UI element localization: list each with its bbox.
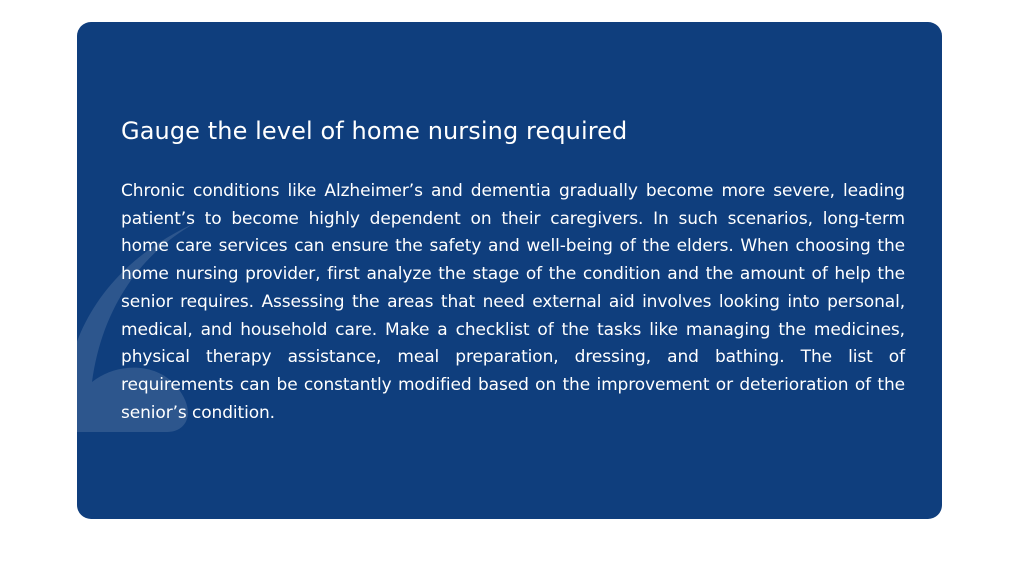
content-card [77, 22, 942, 519]
body-paragraph: Chronic conditions like Alzheimer’s and dementia gradually become more severe, leading patient’s to become highly dependent on their caregivers. In such scenarios, long-term home care services can ensure the safety and well-being of the elders. When choosing the home nursing provider, first analyze the stage of the condition and the amount of help the senior requires. Assessing the areas that need external aid involves looking into personal, medical, and household care. Make a checklist of the tasks like managing the medicines, physical therapy assistance, meal preparation, dressing, and bathing. The list of requirements can be constantly modified based on the improvement or deterioration of the senior’s condition. [121, 181, 905, 423]
section-heading: Gauge the level of home nursing required [121, 117, 628, 145]
